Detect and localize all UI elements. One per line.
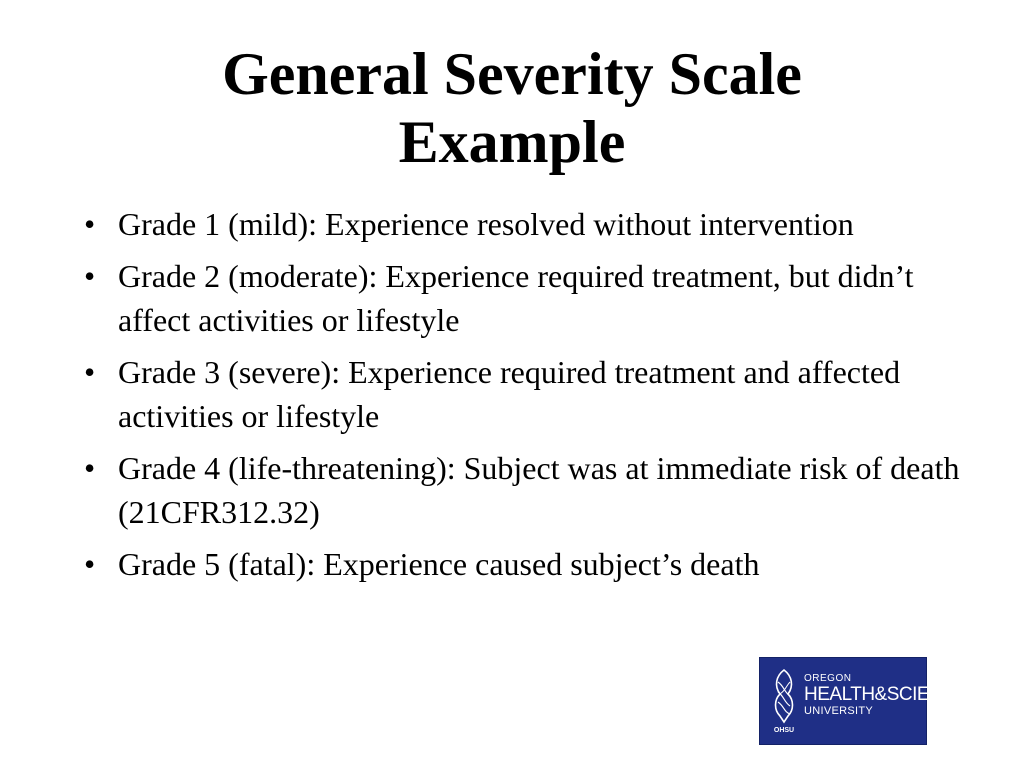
bullet-dot: • [84, 450, 96, 486]
bullet-item-grade-2 [72, 254, 972, 342]
bullet-text: Grade 3 (severe): Experience required treatment and affected activities or lifestyle [118, 354, 901, 434]
bullet-dot: • [84, 206, 96, 242]
bullet-dot: • [84, 354, 96, 390]
ohsu-shield-emblem-icon [768, 666, 800, 736]
bullet-item-grade-1 [72, 202, 972, 246]
bullet-text: Grade 1 (mild): Experience resolved without intervention [118, 206, 854, 242]
bullet-text: Grade 2 (moderate): Experience required treatment, but didn’t affect activities or lifestyle [118, 258, 914, 338]
bullet-item-grade-4 [72, 446, 972, 534]
logo-line-oregon: OREGON [804, 673, 852, 684]
slide-title-line-2: Example [398, 109, 626, 175]
logo-wordmark [804, 673, 968, 717]
logo-line-health-science: HEALTH&SCIENCE [804, 684, 968, 705]
slide-title-line-1: General Severity Scale [222, 41, 802, 107]
bullet-dot: • [84, 258, 96, 294]
logo-emblem-text: OHSU [773, 727, 795, 734]
bullet-text: Grade 5 (fatal): Experience caused subject’s death [118, 546, 760, 582]
bullet-item-grade-5 [72, 542, 972, 586]
slide-title [0, 40, 1024, 176]
bullet-item-grade-3 [72, 350, 972, 438]
ohsu-logo [759, 657, 968, 745]
bullet-text: Grade 4 (life-threatening): Subject was at immediate risk of death (21CFR312.32) [118, 450, 960, 530]
bullet-dot: • [84, 546, 96, 582]
logo-line-university: UNIVERSITY [804, 705, 874, 717]
bullet-list [72, 202, 972, 594]
